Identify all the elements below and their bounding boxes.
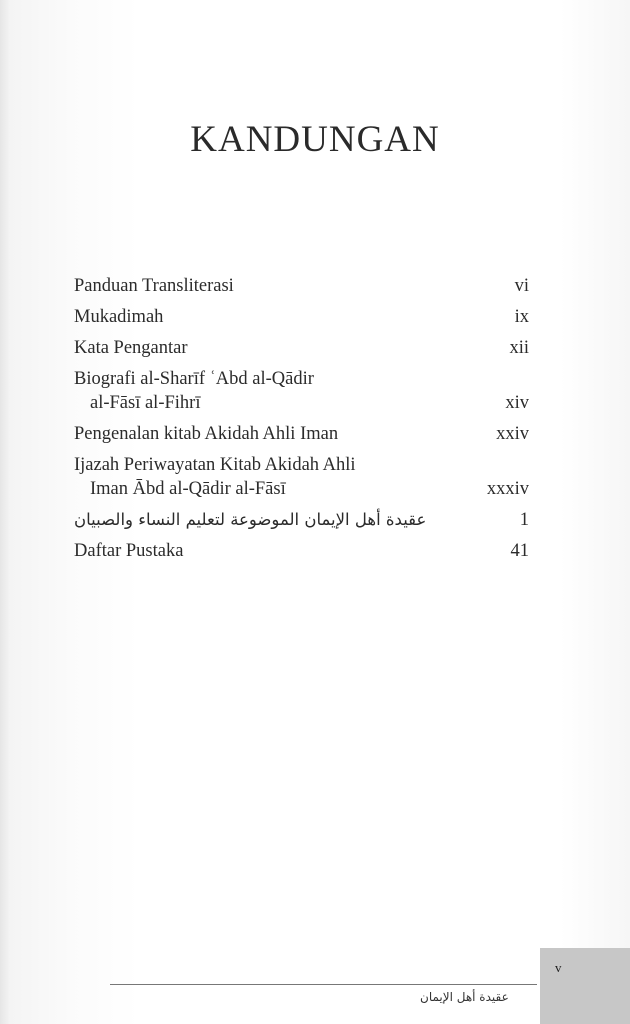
toc-entry-page-number: vi [514, 276, 529, 296]
folio-tab [540, 948, 630, 1024]
toc-entry-title: Ijazah Periwayatan Kitab Akidah Ahli [74, 455, 356, 475]
footer-divider [110, 984, 537, 985]
toc-entry-page-number: 1 [519, 510, 529, 530]
toc-entry-kata-pengantar [74, 336, 529, 360]
toc-entry-page-number: ix [514, 307, 529, 327]
toc-entry-page-number: xxxiv [486, 479, 529, 499]
toc-entry-title: Pengenalan kitab Akidah Ahli Iman [74, 424, 339, 444]
toc-entry-title: Kata Pengantar [74, 338, 188, 358]
toc-entry-title: عقيدة أهل الإيمان الموضوعة لتعليم النساء والصبيان [74, 510, 427, 529]
toc-entry-title: Panduan Transliterasi [74, 276, 234, 296]
toc-entry-title-continuation: Iman Ābd al-Qādir al-Fāsī [90, 479, 286, 499]
toc-entry-title: Mukadimah [74, 307, 164, 327]
toc-entry-panduan-transliterasi [74, 274, 529, 298]
page-title: KANDUNGAN [190, 119, 440, 160]
toc-entry-page-number: xii [509, 338, 529, 358]
toc-entry-title: Daftar Pustaka [74, 541, 184, 561]
toc-entry-page-number: xiv [505, 393, 529, 413]
toc-entry-ijazah-periwayatan [74, 453, 529, 501]
toc-entry-arabic-text [74, 508, 529, 532]
page-number: v [555, 960, 562, 975]
running-title: عقيدة أهل الإيمان [420, 990, 509, 1004]
toc-entry-mukadimah [74, 305, 529, 329]
toc-entry-page-number: xxiv [496, 424, 529, 444]
toc-entry-title: Biografi al-Sharīf ʿAbd al-Qādir [74, 369, 314, 389]
toc-entry-daftar-pustaka [74, 539, 529, 563]
toc-entry-page-number: 41 [510, 541, 529, 561]
toc-entry-biografi [74, 367, 529, 415]
toc-entry-title-continuation: al-Fāsī al-Fihrī [90, 393, 201, 413]
toc-entry-pengenalan-kitab [74, 422, 529, 446]
table-of-contents [74, 274, 529, 570]
